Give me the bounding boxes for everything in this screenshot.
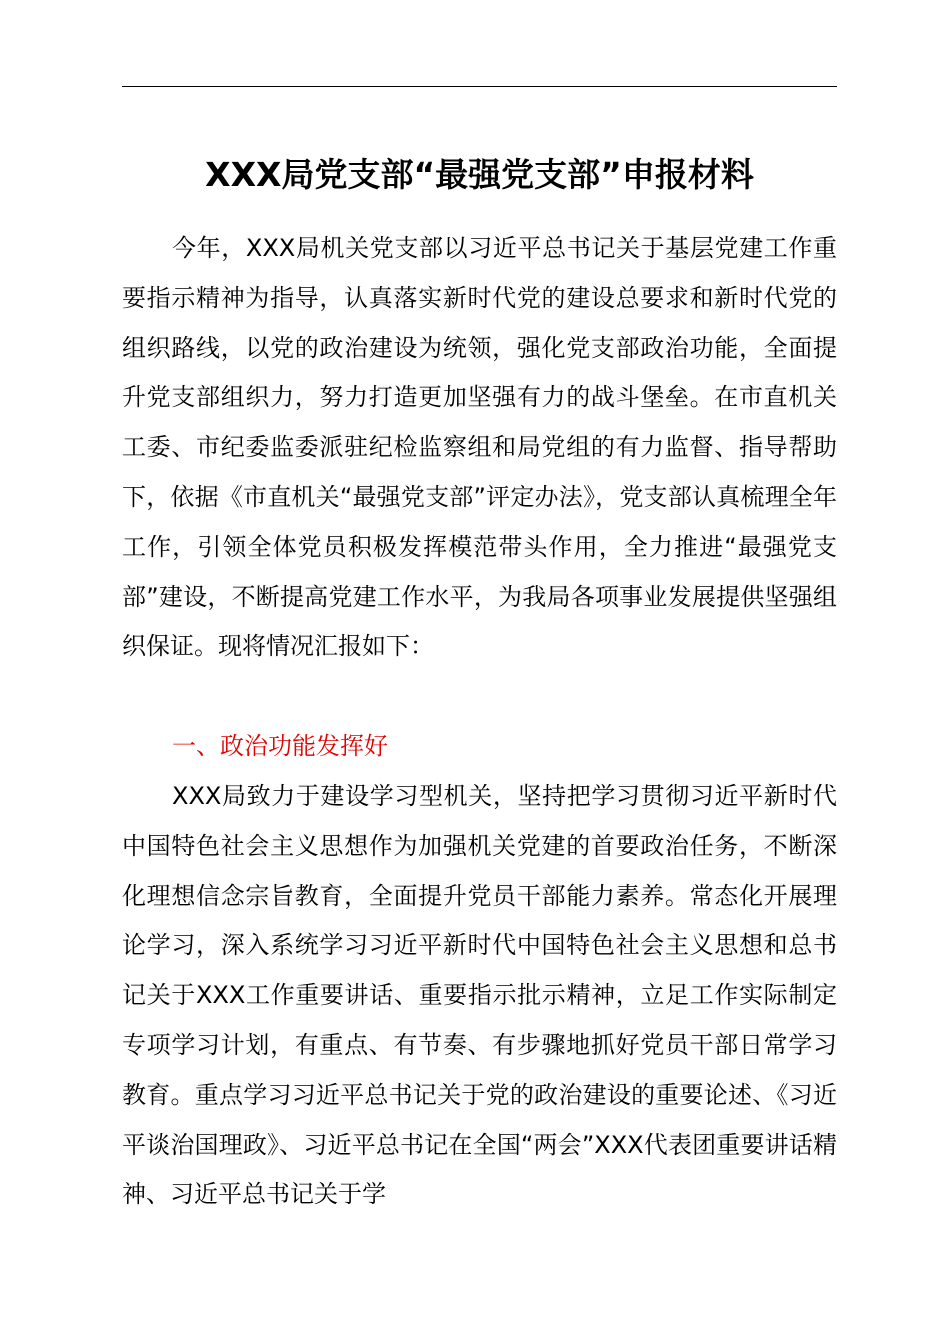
section-heading-political-function: 一、政治功能发挥好 bbox=[172, 732, 388, 760]
section-paragraph: XXX局致力于建设学习型机关，坚持把学习贯彻习近平新时代中国特色社会主义思想作为加强机关党建的首要政治任务，不断深化理想信念宗旨教育，全面提升党员干部能力素养。常态化开展理论学习，深入系统学习习近平新时代中国特色社会主义思想和总书记关于XXX工作重要讲话、重要指示批示精神，立足工作实际制定专项学习计划，有重点、有节奏、有步骤地抓好党员干部日常学习教育。重点学习习近平总书记关于党的政治建设的重要论述、《习近平谈治国理政》、习近平总书记在全国“两会”XXX代表团重要讲话精神、习近平总书记关于学 bbox=[122, 782, 837, 1209]
intro-paragraph: 今年，XXX局机关党支部以习近平总书记关于基层党建工作重要指示精神为指导，认真落实新时代党的建设总要求和新时代党的组织路线，以党的政治建设为统领，强化党支部政治功能，全面提升党支部组织力，努力打造更加坚强有力的战斗堡垒。在市直机关工委、市纪委监委派驻纪检监察组和局党组的有力监督、指导帮助下，依据《市直机关“最强党支部”评定办法》，党支部认真梳理全年工作，引领全体党员积极发挥模范带头作用，全力推进“最强党支部”建设，不断提高党建工作水平，为我局各项事业发展提供坚强组织保证。现将情况汇报如下： bbox=[122, 234, 837, 661]
header-rule bbox=[122, 86, 837, 87]
document-title: XXX局党支部“最强党支部”申报材料 bbox=[205, 155, 754, 194]
